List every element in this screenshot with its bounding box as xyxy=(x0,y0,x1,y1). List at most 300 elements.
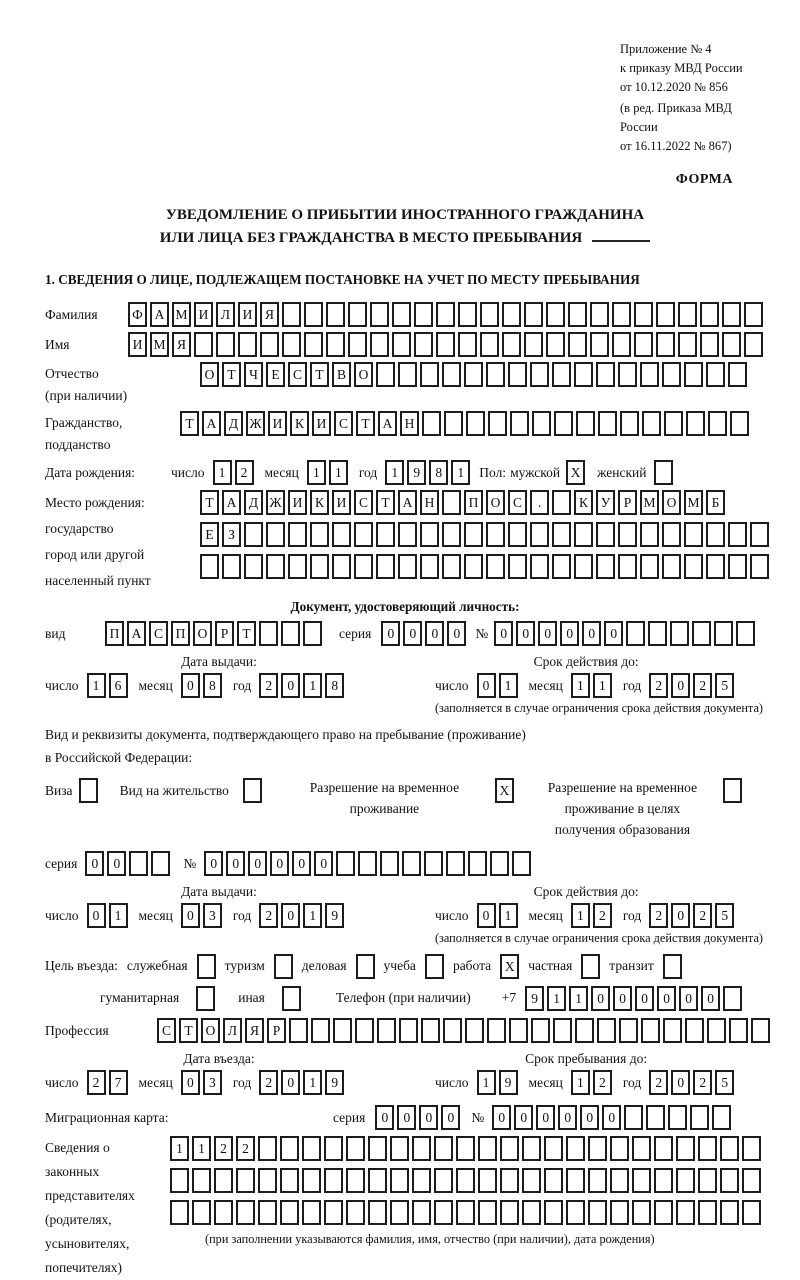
char-cell[interactable] xyxy=(590,302,609,327)
char-cell[interactable] xyxy=(684,362,703,387)
char-cell[interactable]: П xyxy=(105,621,124,646)
char-cell[interactable] xyxy=(610,1168,629,1193)
char-cell[interactable]: 0 xyxy=(494,621,513,646)
purpose-work-checkbox[interactable]: X xyxy=(500,954,519,979)
char-cell[interactable]: Ч xyxy=(244,362,263,387)
char-cell[interactable] xyxy=(618,554,637,579)
purpose-other-checkbox[interactable] xyxy=(282,986,301,1011)
char-cell[interactable] xyxy=(324,1200,343,1225)
char-cell[interactable]: А xyxy=(398,490,417,515)
char-cell[interactable] xyxy=(390,1168,409,1193)
char-cell[interactable]: 0 xyxy=(492,1105,511,1130)
purpose-business-checkbox[interactable] xyxy=(356,954,375,979)
char-cell[interactable]: И xyxy=(288,490,307,515)
char-cell[interactable] xyxy=(236,1168,255,1193)
char-cell[interactable]: 0 xyxy=(204,851,223,876)
char-cell[interactable] xyxy=(676,1168,695,1193)
char-cell[interactable]: 1 xyxy=(547,986,566,1011)
char-cell[interactable]: К xyxy=(574,490,593,515)
char-cell[interactable] xyxy=(436,332,455,357)
char-cell[interactable] xyxy=(380,851,399,876)
char-cell[interactable]: 1 xyxy=(329,460,348,485)
char-cell[interactable] xyxy=(728,522,747,547)
char-cell[interactable] xyxy=(200,554,219,579)
char-cell[interactable]: 2 xyxy=(693,673,712,698)
char-cell[interactable]: Ж xyxy=(246,411,265,436)
char-cell[interactable] xyxy=(712,1105,731,1130)
char-cell[interactable]: Я xyxy=(245,1018,264,1043)
char-cell[interactable] xyxy=(420,522,439,547)
char-cell[interactable] xyxy=(654,1168,673,1193)
char-cell[interactable] xyxy=(129,851,148,876)
char-cell[interactable] xyxy=(414,332,433,357)
purpose-study-checkbox[interactable] xyxy=(425,954,444,979)
char-cell[interactable]: 2 xyxy=(236,1136,255,1161)
char-cell[interactable]: 0 xyxy=(671,903,690,928)
char-cell[interactable] xyxy=(500,1200,519,1225)
char-cell[interactable]: 0 xyxy=(281,673,300,698)
char-cell[interactable]: 1 xyxy=(303,903,322,928)
char-cell[interactable] xyxy=(632,1168,651,1193)
char-cell[interactable] xyxy=(370,332,389,357)
char-cell[interactable] xyxy=(612,302,631,327)
char-cell[interactable]: О xyxy=(200,362,219,387)
char-cell[interactable]: 2 xyxy=(259,903,278,928)
char-cell[interactable]: О xyxy=(486,490,505,515)
char-cell[interactable]: 0 xyxy=(582,621,601,646)
char-cell[interactable]: 2 xyxy=(649,1070,668,1095)
char-cell[interactable] xyxy=(626,621,645,646)
char-cell[interactable] xyxy=(670,621,689,646)
char-cell[interactable] xyxy=(332,554,351,579)
char-cell[interactable] xyxy=(486,554,505,579)
char-cell[interactable] xyxy=(280,1168,299,1193)
char-cell[interactable]: 8 xyxy=(429,460,448,485)
char-cell[interactable] xyxy=(706,522,725,547)
char-cell[interactable] xyxy=(244,522,263,547)
char-cell[interactable] xyxy=(444,411,463,436)
char-cell[interactable] xyxy=(324,1168,343,1193)
char-cell[interactable] xyxy=(442,490,461,515)
char-cell[interactable] xyxy=(664,411,683,436)
char-cell[interactable]: 0 xyxy=(270,851,289,876)
char-cell[interactable] xyxy=(346,1136,365,1161)
char-cell[interactable]: 0 xyxy=(403,621,422,646)
char-cell[interactable] xyxy=(266,554,285,579)
char-cell[interactable]: С xyxy=(334,411,353,436)
char-cell[interactable] xyxy=(311,1018,330,1043)
char-cell[interactable] xyxy=(434,1136,453,1161)
char-cell[interactable] xyxy=(280,1200,299,1225)
char-cell[interactable] xyxy=(346,1200,365,1225)
char-cell[interactable]: 0 xyxy=(604,621,623,646)
char-cell[interactable] xyxy=(336,851,355,876)
char-cell[interactable]: И xyxy=(128,332,147,357)
char-cell[interactable]: 0 xyxy=(701,986,720,1011)
char-cell[interactable] xyxy=(170,1200,189,1225)
char-cell[interactable] xyxy=(590,332,609,357)
char-cell[interactable] xyxy=(692,621,711,646)
char-cell[interactable] xyxy=(434,1200,453,1225)
char-cell[interactable]: 0 xyxy=(635,986,654,1011)
char-cell[interactable] xyxy=(624,1105,643,1130)
sex-male-checkbox[interactable]: X xyxy=(566,460,585,485)
char-cell[interactable] xyxy=(723,986,742,1011)
char-cell[interactable]: Р xyxy=(618,490,637,515)
char-cell[interactable]: 5 xyxy=(715,903,734,928)
char-cell[interactable] xyxy=(466,411,485,436)
char-cell[interactable] xyxy=(456,1136,475,1161)
char-cell[interactable]: 2 xyxy=(649,673,668,698)
purpose-transit-checkbox[interactable] xyxy=(663,954,682,979)
char-cell[interactable] xyxy=(566,1168,585,1193)
char-cell[interactable] xyxy=(663,1018,682,1043)
char-cell[interactable] xyxy=(708,411,727,436)
char-cell[interactable] xyxy=(700,332,719,357)
char-cell[interactable] xyxy=(456,1200,475,1225)
char-cell[interactable] xyxy=(588,1168,607,1193)
char-cell[interactable]: Р xyxy=(267,1018,286,1043)
char-cell[interactable]: 0 xyxy=(560,621,579,646)
char-cell[interactable] xyxy=(619,1018,638,1043)
char-cell[interactable] xyxy=(530,522,549,547)
char-cell[interactable]: 1 xyxy=(569,986,588,1011)
char-cell[interactable]: И xyxy=(238,302,257,327)
visa-checkbox[interactable] xyxy=(79,778,98,803)
char-cell[interactable]: А xyxy=(150,302,169,327)
char-cell[interactable]: 0 xyxy=(538,621,557,646)
char-cell[interactable] xyxy=(326,302,345,327)
char-cell[interactable]: И xyxy=(312,411,331,436)
char-cell[interactable] xyxy=(530,362,549,387)
char-cell[interactable]: 1 xyxy=(213,460,232,485)
char-cell[interactable]: Т xyxy=(237,621,256,646)
char-cell[interactable]: Н xyxy=(400,411,419,436)
char-cell[interactable] xyxy=(446,851,465,876)
char-cell[interactable] xyxy=(544,1136,563,1161)
char-cell[interactable] xyxy=(588,1136,607,1161)
char-cell[interactable]: И xyxy=(268,411,287,436)
char-cell[interactable] xyxy=(244,554,263,579)
purpose-private-checkbox[interactable] xyxy=(581,954,600,979)
char-cell[interactable] xyxy=(398,522,417,547)
char-cell[interactable] xyxy=(302,1168,321,1193)
char-cell[interactable]: У xyxy=(596,490,615,515)
char-cell[interactable]: 1 xyxy=(303,1070,322,1095)
char-cell[interactable] xyxy=(612,332,631,357)
char-cell[interactable] xyxy=(170,1168,189,1193)
char-cell[interactable] xyxy=(736,621,755,646)
char-cell[interactable] xyxy=(544,1168,563,1193)
char-cell[interactable]: 9 xyxy=(499,1070,518,1095)
char-cell[interactable] xyxy=(236,1200,255,1225)
char-cell[interactable]: 5 xyxy=(715,1070,734,1095)
char-cell[interactable] xyxy=(376,554,395,579)
purpose-humanitarian-checkbox[interactable] xyxy=(196,986,215,1011)
char-cell[interactable] xyxy=(436,302,455,327)
char-cell[interactable] xyxy=(728,362,747,387)
char-cell[interactable] xyxy=(596,362,615,387)
char-cell[interactable] xyxy=(420,554,439,579)
char-cell[interactable] xyxy=(478,1136,497,1161)
char-cell[interactable]: 0 xyxy=(381,621,400,646)
char-cell[interactable]: 0 xyxy=(226,851,245,876)
char-cell[interactable] xyxy=(610,1200,629,1225)
char-cell[interactable] xyxy=(348,302,367,327)
char-cell[interactable]: 0 xyxy=(181,1070,200,1095)
char-cell[interactable] xyxy=(348,332,367,357)
char-cell[interactable]: Т xyxy=(356,411,375,436)
char-cell[interactable] xyxy=(750,554,769,579)
char-cell[interactable] xyxy=(500,1168,519,1193)
char-cell[interactable] xyxy=(442,522,461,547)
char-cell[interactable] xyxy=(575,1018,594,1043)
char-cell[interactable]: С xyxy=(157,1018,176,1043)
char-cell[interactable]: Д xyxy=(244,490,263,515)
char-cell[interactable]: Е xyxy=(200,522,219,547)
char-cell[interactable]: Н xyxy=(420,490,439,515)
char-cell[interactable] xyxy=(216,332,235,357)
char-cell[interactable] xyxy=(632,1136,651,1161)
char-cell[interactable] xyxy=(750,522,769,547)
char-cell[interactable]: Б xyxy=(706,490,725,515)
char-cell[interactable] xyxy=(720,1200,739,1225)
char-cell[interactable]: П xyxy=(171,621,190,646)
char-cell[interactable]: 1 xyxy=(385,460,404,485)
char-cell[interactable] xyxy=(304,332,323,357)
char-cell[interactable] xyxy=(468,851,487,876)
char-cell[interactable]: 1 xyxy=(499,673,518,698)
char-cell[interactable]: 0 xyxy=(536,1105,555,1130)
char-cell[interactable]: 2 xyxy=(235,460,254,485)
purpose-tourism-checkbox[interactable] xyxy=(274,954,293,979)
char-cell[interactable] xyxy=(214,1168,233,1193)
char-cell[interactable] xyxy=(662,522,681,547)
char-cell[interactable] xyxy=(480,332,499,357)
char-cell[interactable]: Т xyxy=(200,490,219,515)
char-cell[interactable] xyxy=(576,411,595,436)
char-cell[interactable] xyxy=(310,554,329,579)
char-cell[interactable] xyxy=(566,1200,585,1225)
char-cell[interactable] xyxy=(510,411,529,436)
char-cell[interactable]: 0 xyxy=(292,851,311,876)
char-cell[interactable] xyxy=(424,851,443,876)
char-cell[interactable] xyxy=(646,1105,665,1130)
char-cell[interactable] xyxy=(465,1018,484,1043)
char-cell[interactable] xyxy=(546,332,565,357)
char-cell[interactable] xyxy=(552,362,571,387)
char-cell[interactable] xyxy=(282,302,301,327)
char-cell[interactable] xyxy=(656,332,675,357)
char-cell[interactable] xyxy=(333,1018,352,1043)
char-cell[interactable] xyxy=(728,554,747,579)
char-cell[interactable] xyxy=(642,411,661,436)
char-cell[interactable]: 2 xyxy=(214,1136,233,1161)
char-cell[interactable]: 2 xyxy=(259,1070,278,1095)
char-cell[interactable] xyxy=(522,1200,541,1225)
char-cell[interactable]: М xyxy=(172,302,191,327)
char-cell[interactable]: 1 xyxy=(109,903,128,928)
char-cell[interactable] xyxy=(720,1136,739,1161)
char-cell[interactable] xyxy=(714,621,733,646)
char-cell[interactable] xyxy=(398,362,417,387)
char-cell[interactable]: 7 xyxy=(109,1070,128,1095)
char-cell[interactable] xyxy=(532,411,551,436)
char-cell[interactable] xyxy=(302,1136,321,1161)
char-cell[interactable]: Р xyxy=(215,621,234,646)
char-cell[interactable] xyxy=(640,522,659,547)
char-cell[interactable]: . xyxy=(530,490,549,515)
char-cell[interactable] xyxy=(554,411,573,436)
char-cell[interactable] xyxy=(744,332,763,357)
char-cell[interactable] xyxy=(552,490,571,515)
char-cell[interactable] xyxy=(654,1200,673,1225)
char-cell[interactable]: 0 xyxy=(181,673,200,698)
char-cell[interactable]: О xyxy=(193,621,212,646)
char-cell[interactable] xyxy=(214,1200,233,1225)
char-cell[interactable]: 0 xyxy=(671,673,690,698)
char-cell[interactable] xyxy=(648,621,667,646)
char-cell[interactable]: М xyxy=(150,332,169,357)
char-cell[interactable] xyxy=(598,411,617,436)
char-cell[interactable]: 8 xyxy=(203,673,222,698)
char-cell[interactable] xyxy=(530,554,549,579)
char-cell[interactable]: 2 xyxy=(693,1070,712,1095)
char-cell[interactable] xyxy=(478,1168,497,1193)
char-cell[interactable]: Т xyxy=(376,490,395,515)
char-cell[interactable]: В xyxy=(332,362,351,387)
char-cell[interactable]: И xyxy=(332,490,351,515)
purpose-official-checkbox[interactable] xyxy=(197,954,216,979)
char-cell[interactable]: И xyxy=(194,302,213,327)
char-cell[interactable] xyxy=(486,522,505,547)
char-cell[interactable] xyxy=(368,1168,387,1193)
char-cell[interactable]: Ж xyxy=(266,490,285,515)
char-cell[interactable] xyxy=(238,332,257,357)
char-cell[interactable]: 1 xyxy=(307,460,326,485)
char-cell[interactable]: 2 xyxy=(87,1070,106,1095)
char-cell[interactable] xyxy=(402,851,421,876)
char-cell[interactable] xyxy=(392,302,411,327)
char-cell[interactable] xyxy=(399,1018,418,1043)
char-cell[interactable]: 1 xyxy=(571,1070,590,1095)
char-cell[interactable] xyxy=(552,554,571,579)
char-cell[interactable]: 1 xyxy=(571,673,590,698)
char-cell[interactable] xyxy=(421,1018,440,1043)
char-cell[interactable] xyxy=(668,1105,687,1130)
char-cell[interactable] xyxy=(259,621,278,646)
char-cell[interactable]: 1 xyxy=(87,673,106,698)
char-cell[interactable] xyxy=(346,1168,365,1193)
char-cell[interactable] xyxy=(302,1200,321,1225)
char-cell[interactable]: 0 xyxy=(314,851,333,876)
char-cell[interactable] xyxy=(442,554,461,579)
char-cell[interactable] xyxy=(458,302,477,327)
char-cell[interactable]: 9 xyxy=(325,1070,344,1095)
residence-permit-checkbox[interactable] xyxy=(243,778,262,803)
char-cell[interactable] xyxy=(456,1168,475,1193)
char-cell[interactable] xyxy=(303,621,322,646)
char-cell[interactable]: 0 xyxy=(441,1105,460,1130)
char-cell[interactable]: О xyxy=(662,490,681,515)
char-cell[interactable] xyxy=(742,1200,761,1225)
char-cell[interactable]: 0 xyxy=(679,986,698,1011)
char-cell[interactable]: Ф xyxy=(128,302,147,327)
char-cell[interactable] xyxy=(588,1200,607,1225)
char-cell[interactable] xyxy=(707,1018,726,1043)
char-cell[interactable]: 0 xyxy=(613,986,632,1011)
char-cell[interactable] xyxy=(634,302,653,327)
char-cell[interactable]: 1 xyxy=(451,460,470,485)
char-cell[interactable] xyxy=(751,1018,770,1043)
char-cell[interactable] xyxy=(464,362,483,387)
char-cell[interactable] xyxy=(662,554,681,579)
char-cell[interactable]: 0 xyxy=(671,1070,690,1095)
char-cell[interactable]: 1 xyxy=(303,673,322,698)
char-cell[interactable]: М xyxy=(684,490,703,515)
char-cell[interactable]: Т xyxy=(180,411,199,436)
char-cell[interactable] xyxy=(420,362,439,387)
char-cell[interactable] xyxy=(544,1200,563,1225)
char-cell[interactable] xyxy=(596,554,615,579)
char-cell[interactable] xyxy=(522,1136,541,1161)
char-cell[interactable] xyxy=(596,522,615,547)
char-cell[interactable]: 3 xyxy=(203,903,222,928)
char-cell[interactable] xyxy=(458,332,477,357)
char-cell[interactable]: 1 xyxy=(571,903,590,928)
char-cell[interactable] xyxy=(684,554,703,579)
char-cell[interactable] xyxy=(700,302,719,327)
char-cell[interactable] xyxy=(412,1136,431,1161)
char-cell[interactable] xyxy=(552,522,571,547)
char-cell[interactable] xyxy=(500,1136,519,1161)
char-cell[interactable] xyxy=(730,411,749,436)
char-cell[interactable]: 0 xyxy=(580,1105,599,1130)
char-cell[interactable]: С xyxy=(149,621,168,646)
char-cell[interactable] xyxy=(392,332,411,357)
char-cell[interactable]: 1 xyxy=(170,1136,189,1161)
char-cell[interactable] xyxy=(368,1200,387,1225)
char-cell[interactable] xyxy=(512,851,531,876)
char-cell[interactable] xyxy=(280,1136,299,1161)
char-cell[interactable]: 0 xyxy=(558,1105,577,1130)
char-cell[interactable]: 0 xyxy=(107,851,126,876)
char-cell[interactable]: С xyxy=(288,362,307,387)
char-cell[interactable] xyxy=(656,302,675,327)
char-cell[interactable] xyxy=(478,1200,497,1225)
char-cell[interactable] xyxy=(326,332,345,357)
char-cell[interactable] xyxy=(531,1018,550,1043)
char-cell[interactable]: 0 xyxy=(419,1105,438,1130)
char-cell[interactable] xyxy=(266,522,285,547)
char-cell[interactable] xyxy=(192,1200,211,1225)
char-cell[interactable] xyxy=(706,554,725,579)
char-cell[interactable] xyxy=(260,332,279,357)
char-cell[interactable] xyxy=(640,362,659,387)
char-cell[interactable] xyxy=(442,362,461,387)
char-cell[interactable]: 1 xyxy=(192,1136,211,1161)
char-cell[interactable]: 1 xyxy=(593,673,612,698)
char-cell[interactable]: О xyxy=(201,1018,220,1043)
char-cell[interactable]: Я xyxy=(260,302,279,327)
char-cell[interactable]: 0 xyxy=(657,986,676,1011)
char-cell[interactable] xyxy=(654,1136,673,1161)
char-cell[interactable] xyxy=(194,332,213,357)
char-cell[interactable]: 9 xyxy=(525,986,544,1011)
char-cell[interactable] xyxy=(222,554,241,579)
char-cell[interactable] xyxy=(574,362,593,387)
char-cell[interactable] xyxy=(368,1136,387,1161)
